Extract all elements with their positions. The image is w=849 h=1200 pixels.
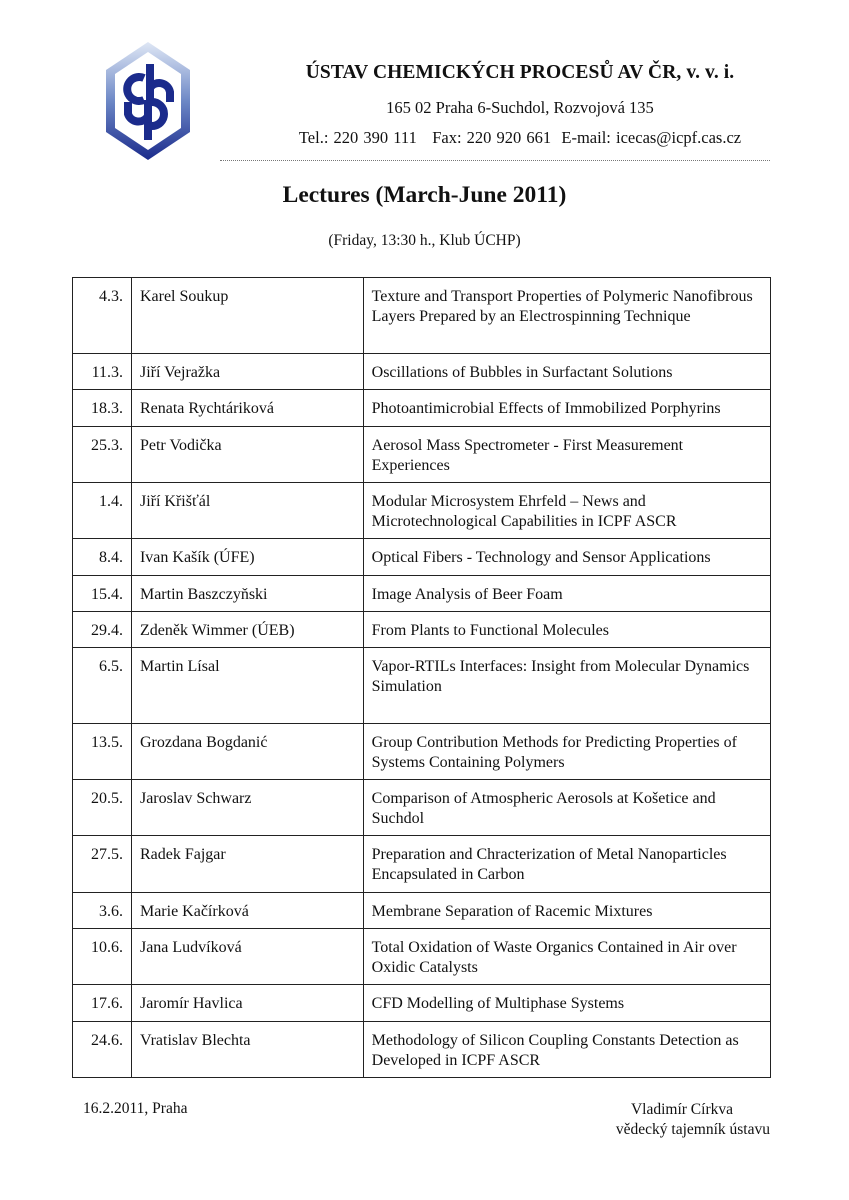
lecture-date: 8.4. <box>73 539 132 576</box>
uchp-hexagon-logo-icon <box>104 40 192 162</box>
table-row <box>73 483 771 539</box>
lecture-speaker: Grozdana Bogdanić <box>131 724 363 780</box>
table-row <box>73 612 771 648</box>
table-row <box>73 354 771 390</box>
institute-name: ÚSTAV CHEMICKÝCH PROCESŮ AV ČR, v. v. i. <box>305 62 735 83</box>
lecture-date: 29.4. <box>73 612 132 648</box>
lecture-date: 20.5. <box>73 780 132 836</box>
page-title: Lectures (March-June 2011) <box>282 182 567 208</box>
signatory-title: vědecký tajemník ústavu <box>615 1121 770 1138</box>
lecture-speaker: Renata Rychtáriková <box>131 390 363 427</box>
lecture-topic: Optical Fibers - Technology and Sensor Applications <box>363 539 770 576</box>
lecture-topic: Oscillations of Bubbles in Surfactant Solutions <box>363 354 770 390</box>
lecture-date: 25.3. <box>73 427 132 483</box>
lecture-topic: Group Contribution Methods for Predicting Properties of Systems Containing Polymers <box>363 724 770 780</box>
lecture-topic: Photoantimicrobial Effects of Immobilized Porphyrins <box>363 390 770 427</box>
institute-address: 165 02 Praha 6-Suchdol, Rozvojová 135 <box>386 98 654 117</box>
lecture-speaker: Marie Kačírková <box>131 893 363 929</box>
lecture-date: 18.3. <box>73 390 132 427</box>
lecture-speaker: Jana Ludvíková <box>131 929 363 985</box>
table-row <box>73 576 771 612</box>
lecture-topic: Vapor-RTILs Interfaces: Insight from Molecular Dynamics Simulation <box>363 648 770 724</box>
lecture-topic: Texture and Transport Properties of Polymeric Nanofibrous Layers Prepared by an Electrospinning Technique <box>363 278 770 354</box>
lecture-topic: Methodology of Silicon Coupling Constants Detection as Developed in ICPF ASCR <box>363 1022 770 1078</box>
lecture-topic: Aerosol Mass Spectrometer - First Measurement Experiences <box>363 427 770 483</box>
lecture-topic: Preparation and Chracterization of Metal Nanoparticles Encapsulated in Carbon <box>363 836 770 893</box>
lecture-speaker: Jaromír Havlica <box>131 985 363 1022</box>
lecture-speaker: Ivan Kašík (ÚFE) <box>131 539 363 576</box>
table-row <box>73 985 771 1022</box>
lecture-speaker: Martin Baszczyňski <box>131 576 363 612</box>
lecture-speaker: Radek Fajgar <box>131 836 363 893</box>
lecture-speaker: Petr Vodička <box>131 427 363 483</box>
lecture-date: 10.6. <box>73 929 132 985</box>
lecture-date: 27.5. <box>73 836 132 893</box>
lecture-date: 1.4. <box>73 483 132 539</box>
table-row <box>73 893 771 929</box>
lecture-date: 11.3. <box>73 354 132 390</box>
lecture-topic: Image Analysis of Beer Foam <box>363 576 770 612</box>
table-row <box>73 427 771 483</box>
lecture-topic: Modular Microsystem Ehrfeld – News and Microtechnological Capabilities in ICPF ASCR <box>363 483 770 539</box>
lecture-date: 17.6. <box>73 985 132 1022</box>
table-row <box>73 648 771 724</box>
table-row <box>73 278 771 354</box>
lecture-topic: CFD Modelling of Multiphase Systems <box>363 985 770 1022</box>
lecture-date: 24.6. <box>73 1022 132 1078</box>
lecture-speaker: Zdeněk Wimmer (ÚEB) <box>131 612 363 648</box>
table-row <box>73 390 771 427</box>
table-row <box>73 724 771 780</box>
lecture-speaker: Jiří Křišťál <box>131 483 363 539</box>
lecture-date: 6.5. <box>73 648 132 724</box>
lecture-schedule-table <box>72 277 771 1078</box>
table-row <box>73 836 771 893</box>
table-row <box>73 780 771 836</box>
lecture-topic: From Plants to Functional Molecules <box>363 612 770 648</box>
table-row <box>73 929 771 985</box>
lecture-date: 4.3. <box>73 278 132 354</box>
table-row <box>73 1022 771 1078</box>
letterhead-divider <box>220 160 770 161</box>
lecture-speaker: Jiří Vejražka <box>131 354 363 390</box>
lecture-topic: Membrane Separation of Racemic Mixtures <box>363 893 770 929</box>
lecture-topic: Comparison of Atmospheric Aerosols at Košetice and Suchdol <box>363 780 770 836</box>
lecture-speaker: Karel Soukup <box>131 278 363 354</box>
lecture-speaker: Vratislav Blechta <box>131 1022 363 1078</box>
lecture-speaker: Martin Lísal <box>131 648 363 724</box>
signature-block <box>560 1100 770 1140</box>
institute-logo <box>104 40 192 162</box>
lecture-date: 3.6. <box>73 893 132 929</box>
lecture-topic: Total Oxidation of Waste Organics Contained in Air over Oxidic Catalysts <box>363 929 770 985</box>
issue-date-place: 16.2.2011, Praha <box>83 1100 188 1117</box>
lecture-date: 13.5. <box>73 724 132 780</box>
signatory-name: Vladimír Církva <box>630 1101 733 1118</box>
table-row <box>73 539 771 576</box>
lecture-date: 15.4. <box>73 576 132 612</box>
lecture-speaker: Jaroslav Schwarz <box>131 780 363 836</box>
institute-contact: Tel.: 220 390 111 Fax: 220 920 661 E-mail: icecas@icpf.cas.cz <box>298 128 742 147</box>
page-subtitle: (Friday, 13:30 h., Klub ÚCHP) <box>328 232 521 249</box>
